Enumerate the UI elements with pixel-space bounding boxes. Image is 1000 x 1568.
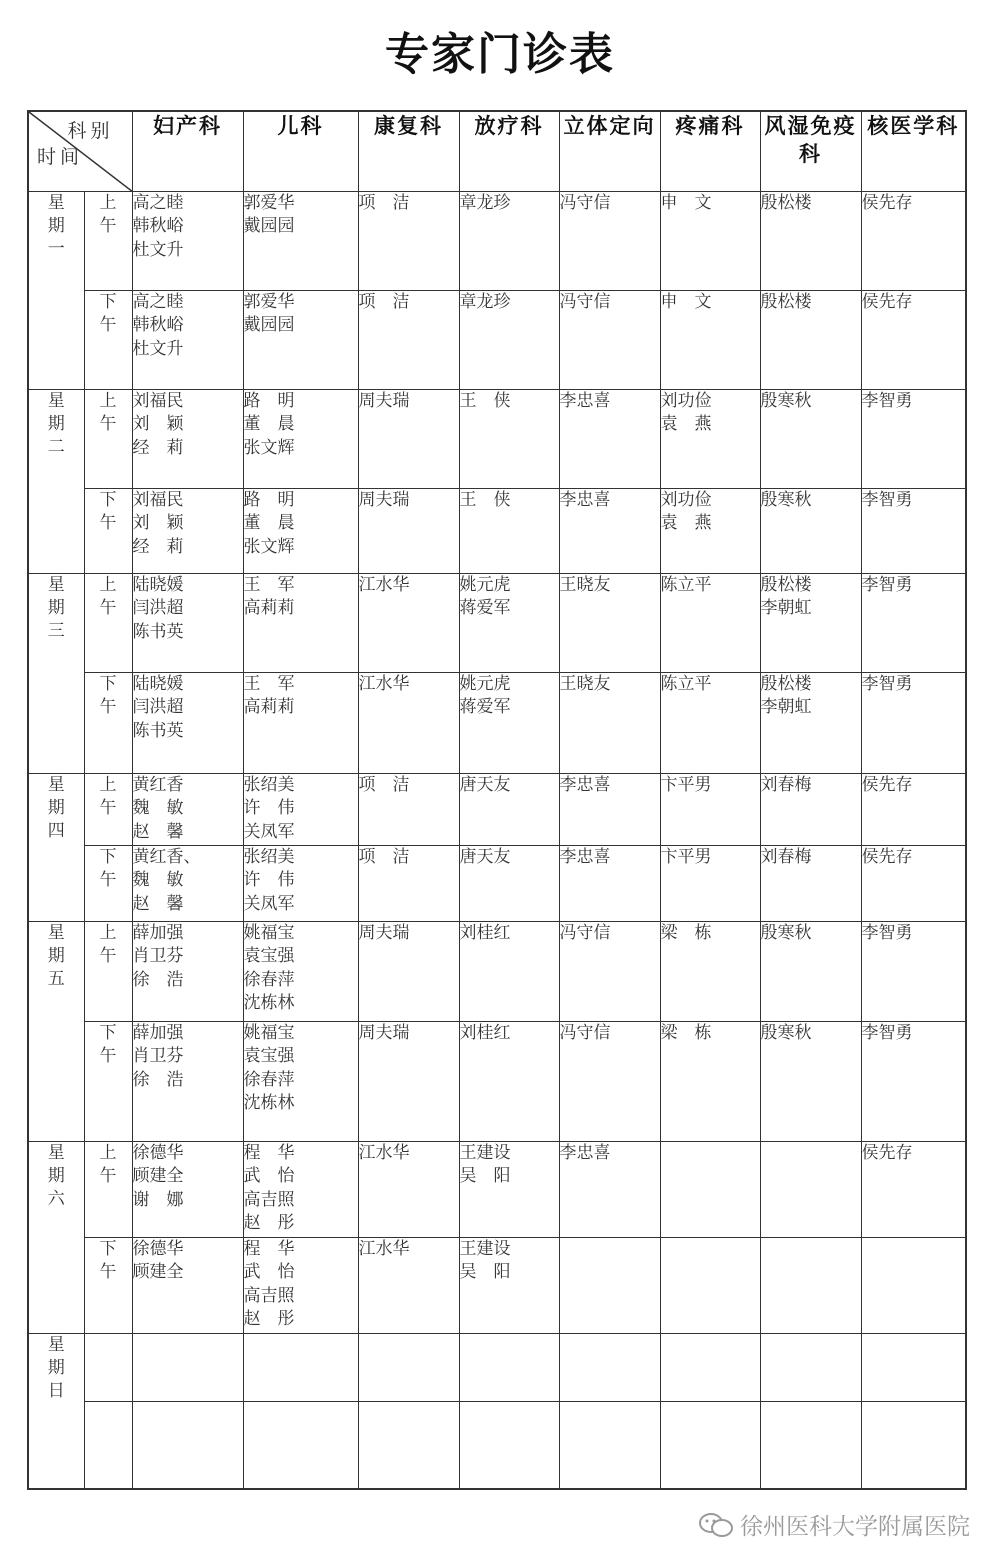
doctor-cell: 陆晓媛 闫洪超 陈书英 [132,573,243,672]
doctor-cell: 王 侠 [459,389,559,488]
dept-header: 立体定向 [559,111,660,191]
doctor-cell [861,1237,966,1333]
doctor-cell: 李忠喜 [559,773,660,845]
doctor-cell: 李智勇 [861,389,966,488]
day-label-text: 星期一 [47,192,65,259]
half-label-text: 上午 [99,922,117,966]
wechat-icon [698,1511,734,1545]
morning-label [84,389,132,488]
schedule-row [28,921,966,1021]
afternoon-label [84,1021,132,1141]
doctor-cell [660,1401,760,1489]
afternoon-label [84,1401,132,1489]
doctor-cell [760,1333,861,1401]
schedule-row [28,389,966,488]
schedule-row [28,672,966,773]
doctor-cell: 江水华 [358,1237,459,1333]
doctor-cell: 郭爱华 戴园园 [243,290,358,389]
doctor-cell: 姚元虎 蒋爱军 [459,672,559,773]
corner-time-label: 时间 [37,146,84,168]
schedule-row [28,1401,966,1489]
dept-header: 康复科 [358,111,459,191]
morning-label [84,921,132,1021]
doctor-cell: 江水华 [358,573,459,672]
doctor-cell: 刘功俭 袁 燕 [660,389,760,488]
schedule-row [28,488,966,573]
doctor-cell [760,1401,861,1489]
doctor-cell: 刘功俭 袁 燕 [660,488,760,573]
doctor-cell: 黄红香、 魏 敏 赵 馨 [132,845,243,921]
doctor-cell: 殷寒秋 [760,389,861,488]
doctor-cell: 刘春梅 [760,773,861,845]
dept-header: 疼痛科 [660,111,760,191]
doctor-cell: 姚福宝 袁宝强 徐春萍 沈栋林 [243,921,358,1021]
day-label [28,573,84,773]
corner-header [28,111,132,191]
morning-label [84,1141,132,1237]
doctor-cell: 李智勇 [861,672,966,773]
doctor-cell: 张绍美 许 伟 关凤军 [243,773,358,845]
doctor-cell: 李智勇 [861,921,966,1021]
half-label-text: 下午 [99,846,117,890]
doctor-cell: 姚元虎 蒋爱军 [459,573,559,672]
doctor-cell: 周夫瑞 [358,488,459,573]
schedule-row [28,1141,966,1237]
doctor-cell: 陆晓媛 闫洪超 陈书英 [132,672,243,773]
doctor-cell: 殷寒秋 [760,1021,861,1141]
dept-header: 风湿免疫科 [760,111,861,191]
doctor-cell: 殷松楼 李朝虹 [760,672,861,773]
doctor-cell [243,1333,358,1401]
doctor-cell: 侯先存 [861,1141,966,1237]
doctor-cell: 王 侠 [459,488,559,573]
doctor-cell: 李智勇 [861,1021,966,1141]
day-label [28,1141,84,1333]
schedule-row [28,1021,966,1141]
doctor-cell [760,1237,861,1333]
doctor-cell: 侯先存 [861,845,966,921]
day-label [28,773,84,921]
half-label-text: 上午 [99,574,117,618]
doctor-cell: 项 洁 [358,191,459,290]
schedule-row [28,1333,966,1401]
half-label-text: 上午 [99,390,117,434]
morning-label [84,573,132,672]
half-label-text: 下午 [99,673,117,717]
morning-label [84,773,132,845]
doctor-cell: 殷松楼 [760,290,861,389]
half-label-text: 下午 [99,1022,117,1066]
doctor-cell: 项 洁 [358,290,459,389]
doctor-cell: 江水华 [358,672,459,773]
doctor-cell [559,1237,660,1333]
doctor-cell [760,1141,861,1237]
doctor-cell: 王 军 高莉莉 [243,672,358,773]
doctor-cell [132,1401,243,1489]
doctor-cell: 程 华 武 怡 高吉照 赵 彤 [243,1141,358,1237]
schedule-table [27,110,967,1490]
schedule-row [28,845,966,921]
day-label-text: 星期四 [47,774,65,841]
half-label-text: 上午 [99,1142,117,1186]
doctor-cell [358,1401,459,1489]
doctor-cell: 刘桂红 [459,921,559,1021]
doctor-cell [243,1401,358,1489]
doctor-cell: 梁 栋 [660,1021,760,1141]
dept-header: 妇产科 [132,111,243,191]
doctor-cell: 唐天友 [459,773,559,845]
doctor-cell: 刘福民 刘 颖 经 莉 [132,488,243,573]
day-label-text: 星期五 [47,922,65,989]
doctor-cell: 路 明 董 晨 张文辉 [243,488,358,573]
schedule-row [28,191,966,290]
corner-dept-label: 科别 [67,120,114,142]
dept-header: 儿科 [243,111,358,191]
doctor-cell: 申 文 [660,290,760,389]
morning-label [84,1333,132,1401]
day-label-text: 星期六 [47,1142,65,1209]
doctor-cell: 殷松楼 [760,191,861,290]
schedule-row [28,290,966,389]
day-label-text: 星期二 [47,390,65,457]
doctor-cell [459,1401,559,1489]
half-label-text: 上午 [99,192,117,236]
day-label [28,191,84,389]
doctor-cell: 黄红香 魏 敏 赵 馨 [132,773,243,845]
day-label-text: 星期日 [47,1334,65,1401]
doctor-cell [559,1333,660,1401]
dept-header: 核医学科 [861,111,966,191]
half-label-text: 下午 [99,291,117,335]
doctor-cell: 冯守信 [559,290,660,389]
doctor-cell: 冯守信 [559,921,660,1021]
doctor-cell: 李忠喜 [559,488,660,573]
doctor-cell [559,1401,660,1489]
doctor-cell: 李智勇 [861,573,966,672]
doctor-cell: 侯先存 [861,290,966,389]
doctor-cell: 高之睦 韩秋峪 杜文升 [132,290,243,389]
doctor-cell: 卞平男 [660,845,760,921]
doctor-cell [132,1333,243,1401]
doctor-cell: 姚福宝 袁宝强 徐春萍 沈栋林 [243,1021,358,1141]
doctor-cell: 殷松楼 李朝虹 [760,573,861,672]
afternoon-label [84,1237,132,1333]
doctor-cell: 周夫瑞 [358,389,459,488]
doctor-cell: 梁 栋 [660,921,760,1021]
day-label [28,1333,84,1489]
doctor-cell: 项 洁 [358,845,459,921]
doctor-cell: 侯先存 [861,191,966,290]
doctor-cell: 郭爱华 戴园园 [243,191,358,290]
doctor-cell: 路 明 董 晨 张文辉 [243,389,358,488]
doctor-cell: 殷寒秋 [760,921,861,1021]
doctor-cell: 唐天友 [459,845,559,921]
half-label-text: 上午 [99,774,117,818]
day-label [28,921,84,1141]
doctor-cell: 卞平男 [660,773,760,845]
afternoon-label [84,672,132,773]
half-label-text: 下午 [99,489,117,533]
doctor-cell: 冯守信 [559,1021,660,1141]
watermark [698,1508,970,1545]
doctor-cell: 王晓友 [559,672,660,773]
doctor-cell: 李忠喜 [559,1141,660,1237]
doctor-cell [459,1333,559,1401]
doctor-cell: 王 军 高莉莉 [243,573,358,672]
dept-header: 放疗科 [459,111,559,191]
doctor-cell: 申 文 [660,191,760,290]
doctor-cell: 徐德华 顾建全 [132,1237,243,1333]
page-title: 专家门诊表 [385,29,615,80]
doctor-cell: 章龙珍 [459,290,559,389]
doctor-cell: 李忠喜 [559,845,660,921]
doctor-cell: 江水华 [358,1141,459,1237]
doctor-cell: 张绍美 许 伟 关凤军 [243,845,358,921]
schedule-row [28,1237,966,1333]
doctor-cell [861,1333,966,1401]
doctor-cell: 陈立平 [660,573,760,672]
afternoon-label [84,290,132,389]
doctor-cell: 殷寒秋 [760,488,861,573]
afternoon-label [84,845,132,921]
doctor-cell: 王晓友 [559,573,660,672]
watermark-text: 徐州医科大学附属医院 [740,1514,970,1540]
morning-label [84,191,132,290]
doctor-cell: 薛加强 肖卫芬 徐 浩 [132,1021,243,1141]
doctor-cell: 项 洁 [358,773,459,845]
doctor-cell: 薛加强 肖卫芬 徐 浩 [132,921,243,1021]
doctor-cell: 周夫瑞 [358,921,459,1021]
doctor-cell: 章龙珍 [459,191,559,290]
doctor-cell [660,1237,760,1333]
day-label [28,389,84,573]
half-label-text: 下午 [99,1238,117,1282]
header-row [28,111,966,191]
doctor-cell: 刘桂红 [459,1021,559,1141]
afternoon-label [84,488,132,573]
doctor-cell: 徐德华 顾建全 谢 娜 [132,1141,243,1237]
doctor-cell: 王建设 吴 阳 [459,1237,559,1333]
doctor-cell [660,1141,760,1237]
day-label-text: 星期三 [47,574,65,641]
doctor-cell: 刘春梅 [760,845,861,921]
schedule-row [28,573,966,672]
doctor-cell: 李智勇 [861,488,966,573]
doctor-cell: 李忠喜 [559,389,660,488]
schedule-row [28,773,966,845]
doctor-cell: 冯守信 [559,191,660,290]
doctor-cell: 侯先存 [861,773,966,845]
doctor-cell: 刘福民 刘 颖 经 莉 [132,389,243,488]
doctor-cell: 程 华 武 怡 高吉照 赵 彤 [243,1237,358,1333]
doctor-cell: 周夫瑞 [358,1021,459,1141]
doctor-cell: 高之睦 韩秋峪 杜文升 [132,191,243,290]
doctor-cell: 王建设 吴 阳 [459,1141,559,1237]
doctor-cell: 陈立平 [660,672,760,773]
doctor-cell [358,1333,459,1401]
doctor-cell [660,1333,760,1401]
doctor-cell [861,1401,966,1489]
